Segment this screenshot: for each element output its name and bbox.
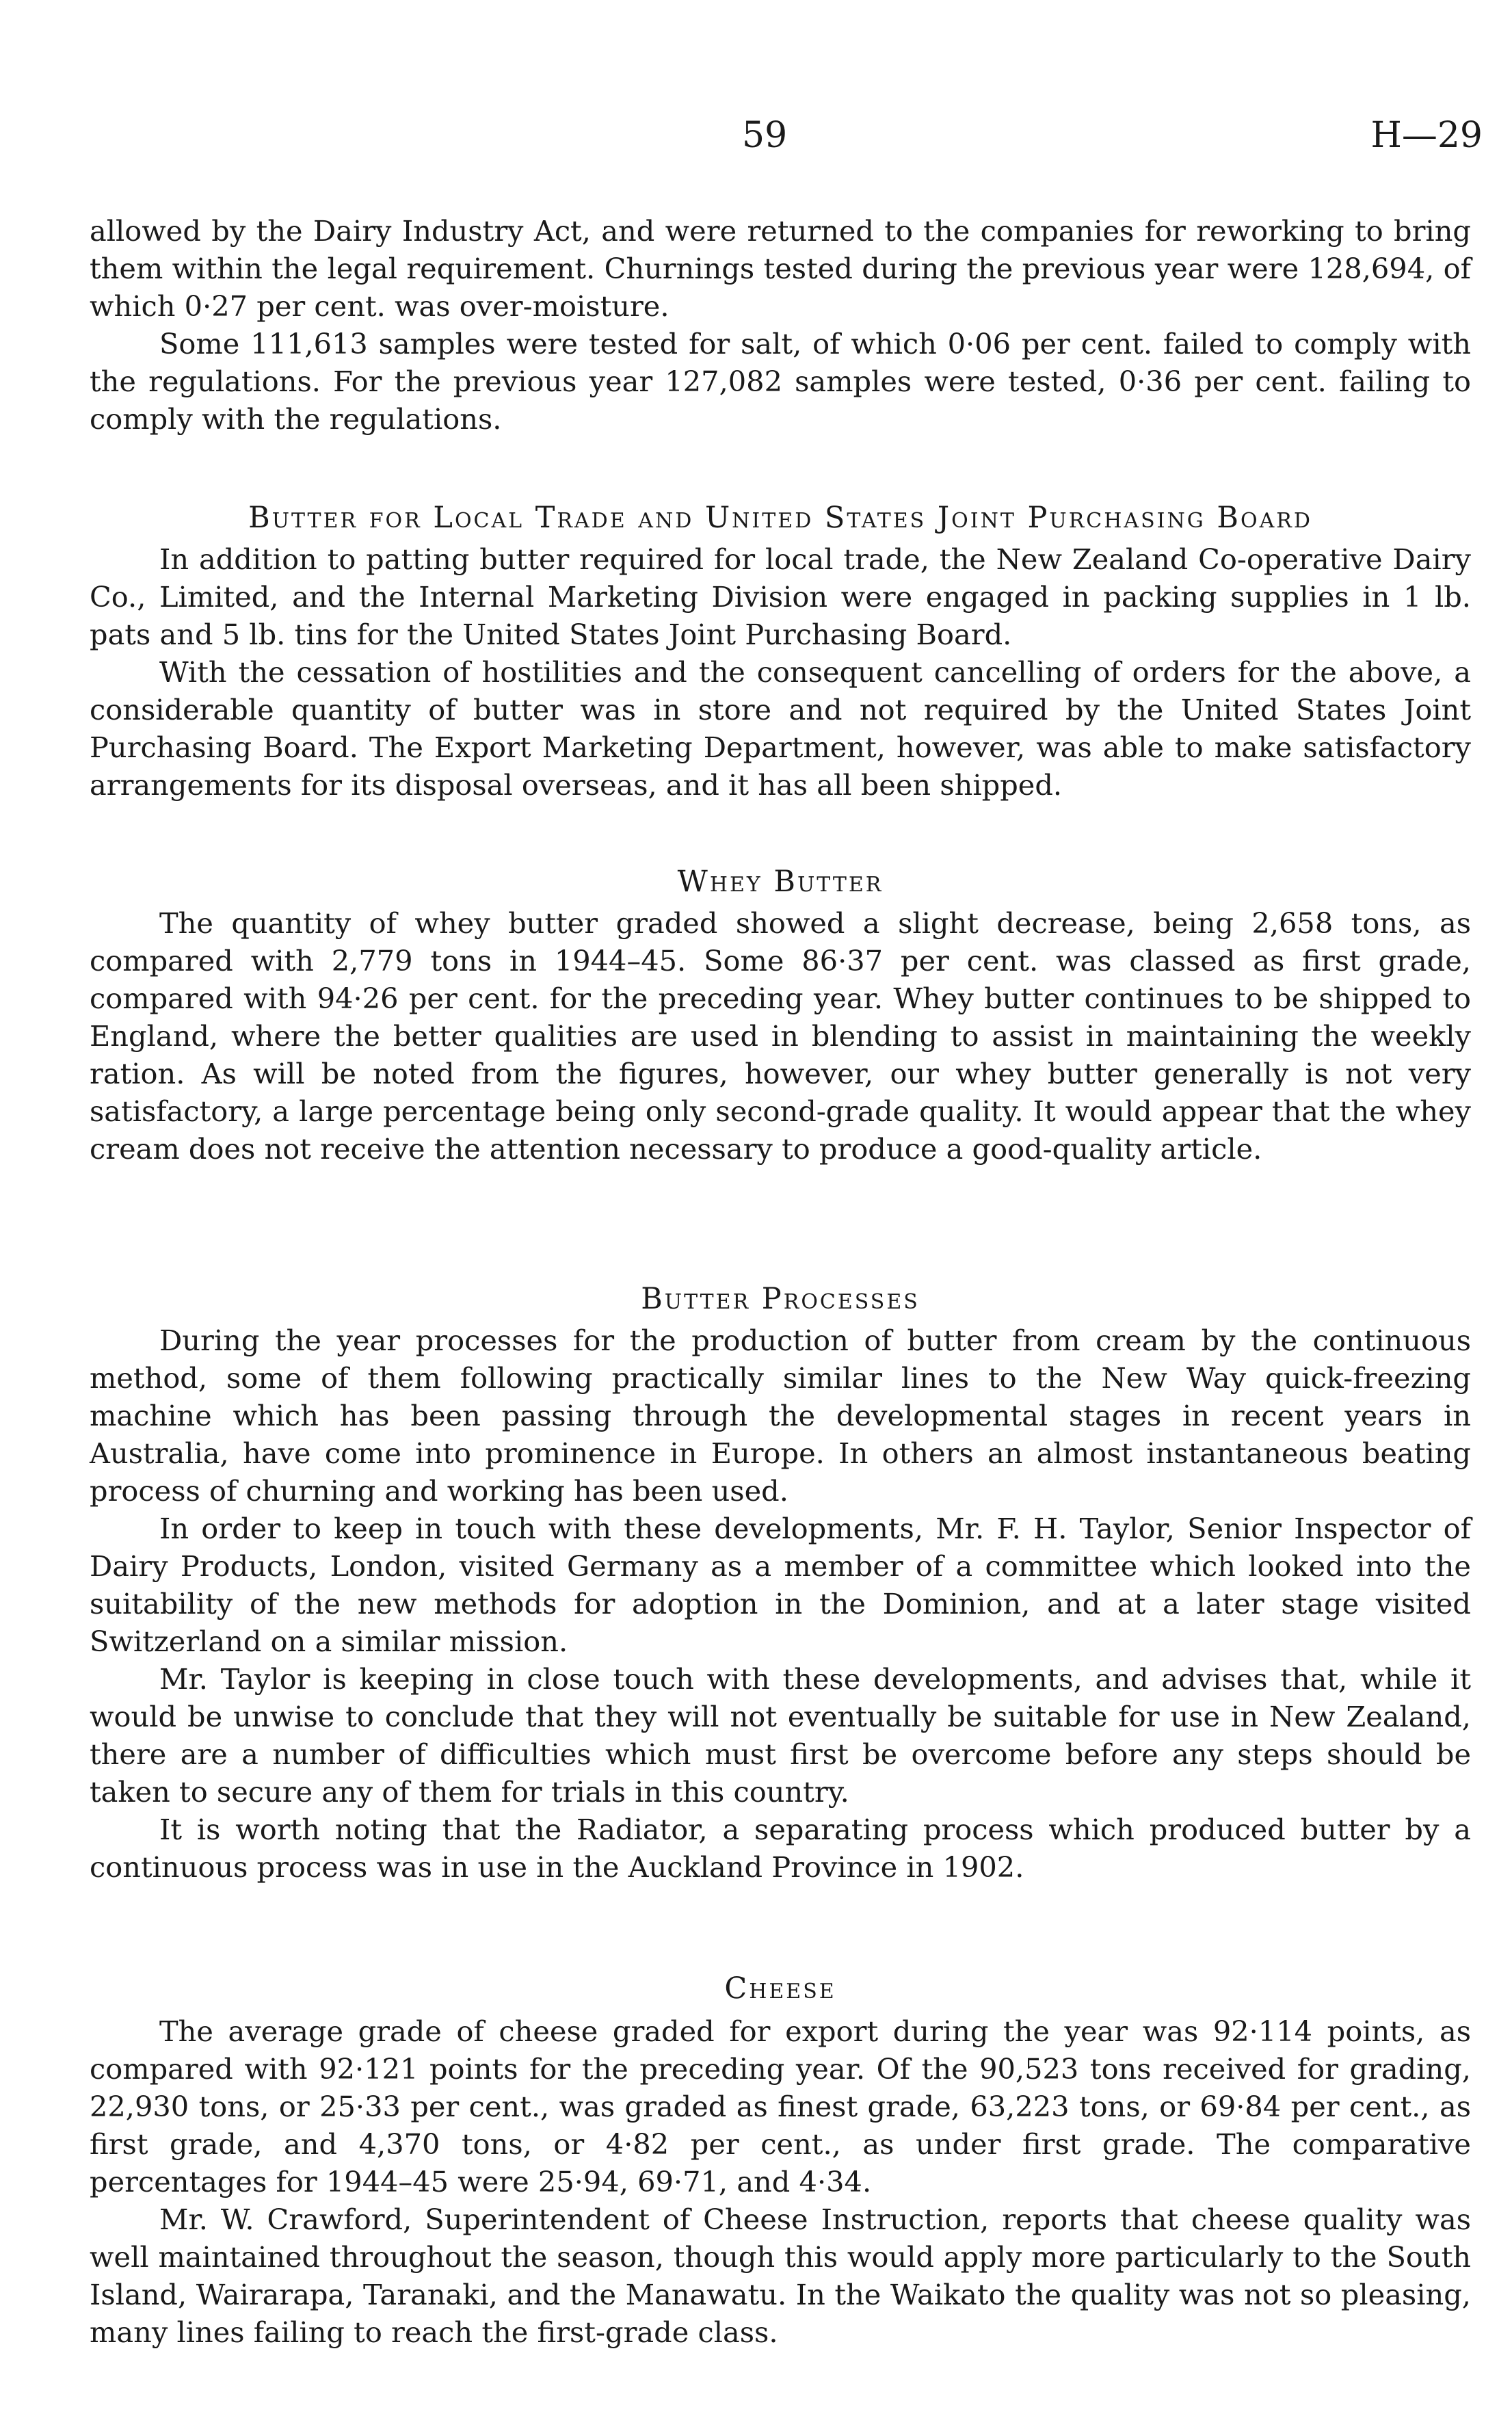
page-number: 59 — [742, 115, 788, 156]
paragraph: Mr. W. Crawford, Superintendent of Cheese Instruction, reports that cheese quality was well maintained throughout the season, though this would apply more particularly to the South Island, Wairarapa, Taranaki, and the Manawatu. In the Waikato the quality was not so pleasing, many lines failing to reach the first-grade class. — [90, 2203, 1471, 2349]
document-reference: H—29 — [1370, 115, 1483, 156]
paragraph: Some 111,613 samples were tested for salt, of which 0·06 per cent. failed to comply with the regulations. For the previous year 127,082 samples were tested, 0·36 per cent. failing to comply with the regulations. — [90, 327, 1471, 436]
paragraph: The average grade of cheese graded for export during the year was 92·114 points, as compared with 92·121 points for the preceding year. Of the 90,523 tons received for grading, 22,930 tons, or 25·33 per cent., was graded as finest grade, 63,223 tons, or 69·84 per cent., as first grade, and 4,370 tons, or 4·82 per cent., as under first grade. The comparative percentages for 1944–45 were 25·94, 69·71, and 4·34. — [90, 2014, 1471, 2198]
paragraph: allowed by the Dairy Industry Act, and were returned to the companies for reworking to bring them within the legal requirement. Churnings tested during the previous year were 128,694, of which 0·27 per cent. was over-moisture. — [90, 214, 1471, 323]
section-heading: Whey Butter — [677, 865, 884, 899]
section-body — [90, 2012, 1471, 2351]
paragraph: The quantity of whey butter graded showed a slight decrease, being 2,658 tons, as compared with 2,779 tons in 1944–45. Some 86·37 per cent. was classed as first grade, compared with 94·26 per cent. for the preceding year. Whey butter continues to be shipped to England, where the better qualities are used in blending to assist in maintaining the weekly ration. As will be noted from the figures, however, our whey butter generally is not very satisfactory, a large percentage being only second-grade quality. It would appear that the whey cream does not receive the attention necessary to produce a good-quality article. — [90, 906, 1471, 1166]
paragraph: It is worth noting that the Radiator, a separating process which produced butter by a continuous process was in use in the Auckland Province in 1902. — [90, 1813, 1471, 1884]
intro-text — [90, 212, 1471, 438]
paragraph: Mr. Taylor is keeping in close touch with these developments, and advises that, while it would be unwise to conclude that they will not eventually be suitable for use in New Zealand, there are a number of difficulties which must first be overcome before any steps should be taken to secure any of them for trials in this country. — [90, 1662, 1471, 1809]
section-body — [90, 1322, 1471, 1886]
paragraph: With the cessation of hostilities and the consequent cancelling of orders for the above, a considerable quantity of butter was in store and not required by the United States Joint Purchasing Board. The Export Marketing Department, however, was able to make satisfactory arrangements for its disposal overseas, and it has all been shipped. — [90, 655, 1471, 802]
section-body — [90, 540, 1471, 804]
section-heading: Cheese — [724, 1971, 836, 2006]
paragraph: In order to keep in touch with these developments, Mr. F. H. Taylor, Senior Inspector of Dairy Products, London, visited Germany as a member of a committee which looked into the suitability of the new methods for adoption in the Dominion, and at a later stage visited Switzerland on a similar mission. — [90, 1512, 1471, 1658]
section-heading: Butter for Local Trade and United States Joint Purchasing Board — [248, 501, 1312, 535]
section-body — [90, 904, 1471, 1168]
paragraph: In addition to patting butter required for local trade, the New Zealand Co-operative Dairy Co., Limited, and the Internal Marketing Division were engaged in packing supplies in 1 lb. pats and 5 lb. tins for the United States Joint Purchasing Board. — [90, 542, 1471, 651]
section-heading: Butter Processes — [641, 1282, 920, 1316]
paragraph: During the year processes for the production of butter from cream by the continuous method, some of them following practically similar lines to the New Way quick-freezing machine which has been passing through the developmental stages in recent years in Australia, have come into prominence in Europe. In others an almost instantaneous beating process of churning and working has been used. — [90, 1324, 1471, 1508]
